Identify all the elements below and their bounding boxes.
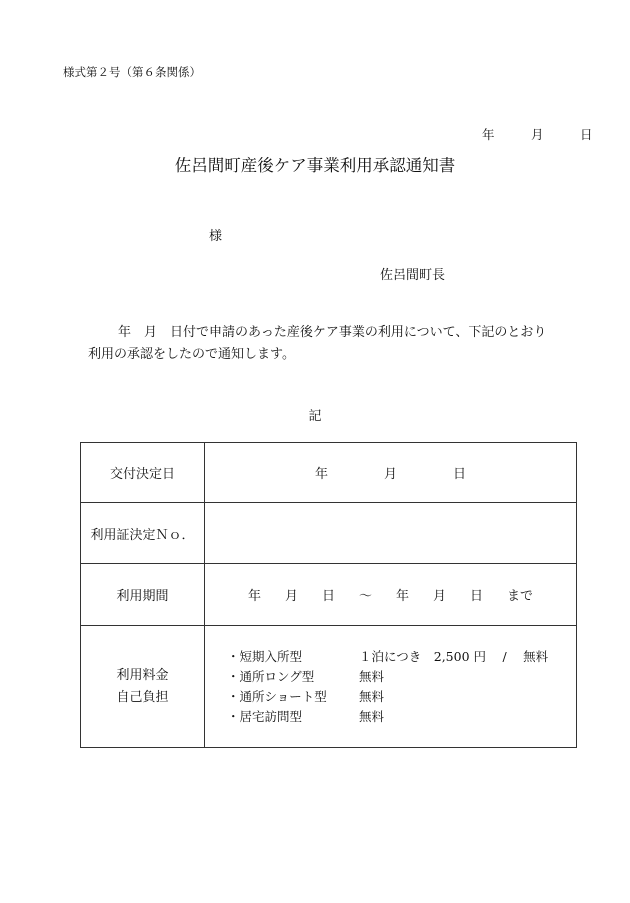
details-table — [80, 442, 577, 748]
fee-amount: 無料 — [359, 708, 385, 724]
certificate-no-label: 利用証決定Ｎｏ． — [81, 503, 205, 564]
period-end-year: 年 — [396, 589, 410, 604]
table-row-certificate-no — [81, 503, 577, 564]
fee-item — [227, 687, 576, 707]
fees-label-line-2: 自己負担 — [116, 689, 169, 705]
decision-year: 年 — [314, 467, 328, 482]
usage-period-value — [205, 564, 577, 626]
fee-item — [227, 647, 576, 667]
form-number: 様式第２号（第６条関係） — [63, 65, 201, 79]
fee-type: ・通所ロング型 — [227, 668, 315, 684]
period-tilde: ～ — [358, 589, 372, 604]
certificate-no-value — [205, 503, 577, 564]
notice-body — [88, 322, 558, 366]
fee-type: ・短期入所型 — [227, 648, 303, 664]
notice-body-line-2: 利用の承認をしたので通知します。 — [88, 347, 295, 362]
period-start-day: 日 — [321, 589, 335, 604]
recipient-honorific: 様 — [209, 229, 223, 244]
fee-amount: 無料 — [359, 668, 385, 684]
fees-label-line-1: 利用料金 — [116, 667, 169, 683]
fee-item — [227, 707, 576, 727]
fee-amount: 無料 — [359, 688, 385, 704]
period-end-month: 月 — [433, 589, 447, 604]
fee-type: ・居宅訪問型 — [227, 708, 303, 724]
decision-date-label: 交付決定日 — [81, 443, 205, 503]
period-start-month: 月 — [284, 589, 298, 604]
issuer-name: 佐呂間町長 — [380, 268, 446, 283]
document-title: 佐呂間町産後ケア事業利用承認通知書 — [174, 156, 456, 175]
issue-date-line: 年 月 日 — [482, 127, 593, 142]
decision-day: 日 — [453, 467, 467, 482]
decision-date-value — [205, 443, 577, 503]
fees-label — [81, 626, 205, 748]
table-row-decision-date — [81, 443, 577, 503]
fees-list — [205, 626, 577, 748]
fee-item — [227, 667, 576, 687]
table-row-usage-period — [81, 564, 577, 626]
fee-type: ・通所ショート型 — [227, 688, 327, 704]
fee-amount: １泊につき 2,500 円 / 無料 — [359, 648, 549, 664]
period-start-year: 年 — [247, 589, 261, 604]
decision-month: 月 — [383, 467, 397, 482]
notice-body-line-1: 年 月 日付で申請のあった産後ケア事業の利用について、下記のとおり — [118, 325, 547, 340]
table-row-fees — [81, 626, 577, 748]
period-until: まで — [507, 589, 534, 604]
ki-heading: 記 — [308, 409, 322, 424]
period-end-day: 日 — [470, 589, 484, 604]
usage-period-label: 利用期間 — [81, 564, 205, 626]
